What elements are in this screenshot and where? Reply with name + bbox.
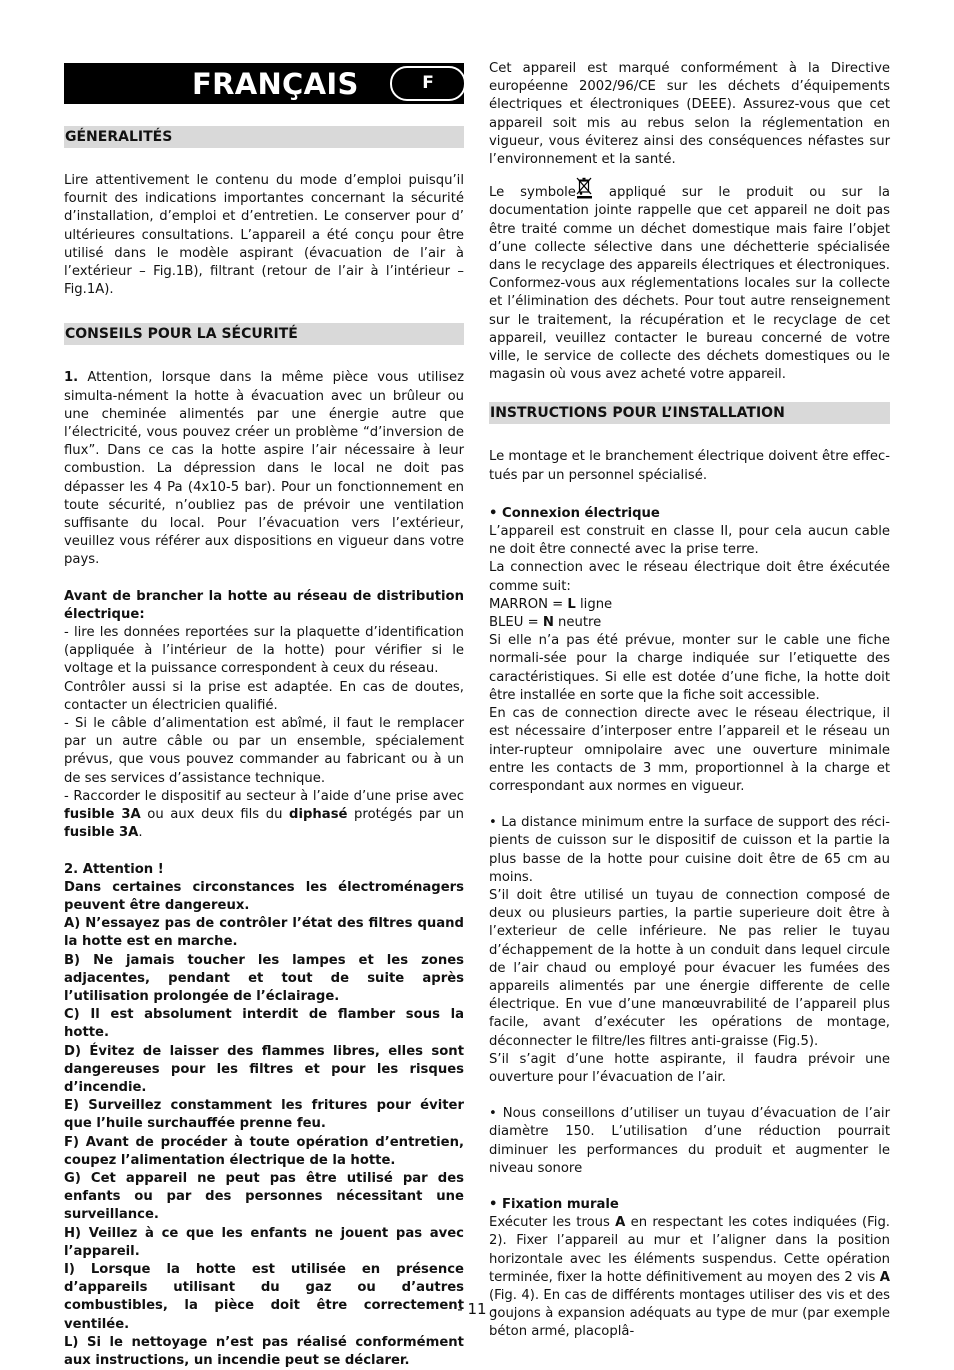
distance-text: S’il s’agit d’une hotte aspirante, il faudra prévoir une ouverture pour l’évacuation de l’air. [489, 1051, 890, 1085]
connexion-text: Si elle n’a pas été prévue, monter sur le cable une fiche normali-sée pour la charge indiquée sur l’etiquette des caractéristiques. Si elle est dotée d’une fiche, la hotte doit être installée en sorte que la fiche soit accessible. [489, 633, 890, 703]
wire-code: L [567, 596, 576, 612]
avant-item: Contrôler aussi si la prise est adaptée. En cas de doutes, contacter un électricien qualifié. [64, 679, 464, 713]
installation-intro: Le montage et le branchement électrique doivent être effec-tués par un personnel spécialisé. [489, 449, 890, 483]
fixation-text [489, 1214, 890, 1341]
avant-heading: Avant de brancher la hotte au réseau de distribution électrique: [64, 588, 464, 622]
raccorder-part: ou aux deux fils du [140, 807, 290, 823]
page-title: FRANÇAIS [192, 67, 359, 101]
raccorder-text [64, 788, 464, 843]
fixation-part: en respectant les cotes indiquées (Fig. 2). Fixer l’appareil au mur et l’aligner dans la position horizontale avec les éléments suspendus. Cette opération terminée, fixer la hotte définitivement au moyen des 2 vis [489, 1215, 891, 1285]
fixation-bold: A [615, 1215, 626, 1231]
page-number: - 11 - [457, 1300, 497, 1318]
section-heading-generalites: GÉNERALITÉS [64, 126, 464, 148]
attention-item: F) Avant de procéder à toute opération d’entretien, coupez l’alimentation électrique de la hotte. [64, 1134, 464, 1168]
connexion-text: En cas de connection directe avec le réseau électrique, il est nécessaire d’interposer entre l’appareil et le réseau un inter-rupteur omnipolaire avec une ouverture minimale entre les contacts de 3 mm, proportionnel à la charge et correspondant aux normes en vigueur. [489, 706, 890, 794]
attention-item: E) Surveillez constamment les fritures pour éviter que l’huile surchauffée prenne feu. [64, 1098, 464, 1132]
raccorder-part: . [138, 825, 143, 841]
wire-label: BLEU = [489, 615, 543, 631]
language-badge: F [390, 66, 466, 101]
connexion-heading: • Connexion électrique [489, 505, 660, 521]
attention-item: B) Ne jamais toucher les lampes et les zones adjacentes, pendant et tout de suite après l’utilisation prolongée de l’éclairage. [64, 952, 464, 1004]
fixation-part: Exécuter les trous [489, 1215, 616, 1231]
distance-text: • La distance minimum entre la surface de support des réci-pients de cuisson sur le dispositif de cuisson et la partie la plus basse de la hotte pour cuisine doit être de 65 cm au moins. [489, 815, 890, 885]
generalites-text: Lire attentivement le contenu du mode d’emploi puisqu’il fournit des indications importantes concernant la sécurité d’installation, d’emploi et d’entretien. Le conserver pour d’ ultérieures consultations. L’appareil a été conçu pour être utilisé dans le modèle aspirant (évacuation de l’air à l’extérieur – Fig.1B), filtrant (retour de l’air à l’intérieur – Fig.1A). [64, 173, 464, 298]
paragraph-text: Attention, lorsque dans la même pièce vous utilisez simulta-nément la hotte à évacuation avec un brûleur ou une cheminée alimentés par une énergie autre que l’électricité, vous pouvez créer un problème “d’inversion de flux”. Dans ce cas la hotte aspire l’air nécessaire à leur combustion. La dépression dans le local ne doit pas dépasser les 4 Pa (4x10-5 bar). Pour un fonctionnement en toute sécurité, n’oubliez pas de prévoir une ventilation suffisante du local. Pour l’évacuation vers l’extérieur, veuillez vous référer aux dispositions en vigueur dans votre pays. [64, 370, 464, 568]
crossed-out-wheeled-bin-icon [576, 177, 593, 199]
connexion-text: L’appareil est construit en classe II, pour cela aucun cable ne doit être connecté avec la prise terre. [489, 524, 890, 558]
attention-item: Dans certaines circonstances les électroménagers peuvent être dangereux. [64, 879, 464, 913]
attention-item: H) Veillez à ce que les enfants ne jouent pas avec l’appareil. [64, 1225, 464, 1259]
wire-desc: ligne [575, 596, 613, 612]
attention-item: G) Cet appareil ne peut pas être utilisé par des enfants ou par des personnes nécessitant une surveillance. [64, 1170, 464, 1223]
avant-item: - Si le câble d’alimentation est abîmé, il faut le remplacer par un autre câble ou par un ensemble, spécialement prévus, que vous pouvez commander au fabricant ou à un de ses services d’assistance technique. [64, 716, 464, 786]
wire-code: N [542, 615, 554, 631]
wire-bleu [489, 614, 890, 632]
securite-paragraph-1 [64, 369, 464, 569]
tuyau-text: • Nous conseillons d’utiliser un tuyau d’évacuation de l’air diamètre 150. L’utilisation d’une réduction pourrait diminuer les performances du produit et augmenter le niveau sonore [489, 1106, 890, 1176]
attention-item: D) Évitez de laisser des flammes libres, elles sont dangereuses pour les filtres et pour les risques d’incendie. [64, 1043, 464, 1095]
fixation-part: (Fig. 4). En cas de différents montages utiliser des vis et des goujons à expansion adéquats au type de mur (par exemple béton armé, placoplâ- [489, 1287, 890, 1340]
paragraph-number: 1. [64, 370, 79, 386]
left-column [64, 60, 464, 1370]
symbole-pre: Le symbole [489, 185, 576, 201]
raccorder-part: protégés par un [347, 807, 464, 823]
symbole-text [489, 177, 890, 384]
wire-marron [489, 596, 890, 614]
attention-item: L) Si le nettoyage n’est pas réalisé conformément aux instructions, un incendie peut se déclarer. [64, 1334, 464, 1368]
section-heading-installation: INSTRUCTIONS POUR L’INSTALLATION [489, 402, 890, 424]
distance-text: S’il doit être utilisé un tuyau de connection composé de deux ou plusieurs parties, la partie superieure doit être à l’exterieur de celle inférieure. Ne pas relier le tuyau d’échappement de la hotte à un conduit dans lequel circule de l’air chaud ou employé pour évacuer les fumées des appareils alimentés par une énergie differente de celle électrique. En vue d’une manœuvrabilité de l’appareil plus facile, avant d’exécuter les opérations de montage, déconnecter le filtre/les filtres anti-graisse (Fig.5). [489, 887, 890, 1049]
symbole-post: appliqué sur le produit ou sur la documentation jointe rappelle que cet appareil ne doit pas être traité comme un déchet domestique mais faire l’objet d’une collecte sélective dans une déchetterie spécialisée dans le recyclage des appareils électriques et électroniques. Conformez-vous aux réglementations locales sur la collecte et l’élimination des déchets. Pour tout autre renseignement sur le traitement, la récupération et le recyclage de cet appareil, veuillez contacter le bureau concerné de votre ville, le service de collecte des déchets domestiques ou le magasin où vous avez acheté votre appareil. [489, 185, 890, 383]
raccorder-part: - Raccorder le dispositif au secteur à l’aide d’une prise avec [64, 788, 464, 804]
deee-text: Cet appareil est marqué conformément à la Directive européenne 2002/96/CE sur les déchets d’équipements électriques et électroniques (DEEE). Assurez-vous que cet appareil soit mis au rebus selon la réglementation en vigueur, vous éviterez ainsi des conséquences néfastes sur l’environnement et la santé. [489, 61, 890, 168]
right-column [489, 60, 890, 1342]
attention-item: C) Il est absolument interdit de flamber sous la hotte. [64, 1007, 464, 1041]
raccorder-bold: fusible 3A [64, 807, 141, 823]
fixation-bold: A [879, 1269, 890, 1285]
section-heading-securite: CONSEILS POUR LA SÉCURITÉ [64, 323, 464, 345]
attention-item: I) Lorsque la hotte est utilisée en présence d’appareils utilisant du gaz ou d’autres combustibles, la pièce doit être correctement ventilée. [64, 1261, 464, 1332]
language-title-bar [64, 63, 464, 104]
attention-heading: 2. Attention ! [64, 861, 164, 877]
fixation-heading: • Fixation murale [489, 1196, 619, 1212]
wire-desc: neutre [553, 615, 602, 631]
avant-item: - lire les données reportées sur la plaquette d’identification (appliquée à l’intérieur de la hotte) pour vérifier si le voltage et la puissance correspondent à ceux du réseau. [64, 625, 464, 677]
connexion-text: La connection avec le réseau électrique doit être éxécutée comme suit: [489, 560, 890, 594]
wire-label: MARRON = [489, 596, 568, 612]
raccorder-bold: fusible 3A [64, 825, 139, 841]
raccorder-bold: diphasé [289, 807, 348, 823]
attention-item: A) N’essayez pas de contrôler l’état des filtres quand la hotte est en marche. [64, 916, 464, 950]
